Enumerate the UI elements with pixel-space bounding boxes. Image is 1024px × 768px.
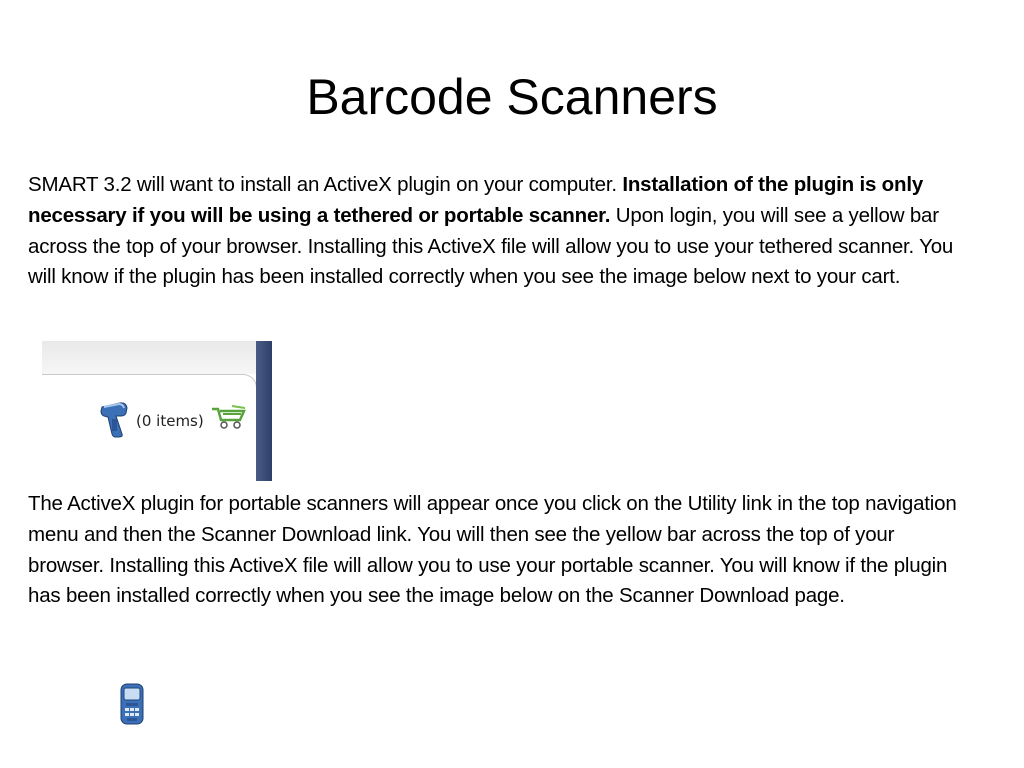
paragraph-tethered: [28, 170, 968, 293]
cart-screenshot-header: [42, 341, 256, 374]
cart-items-count: (0 items): [136, 412, 204, 430]
shopping-cart-icon: [210, 405, 250, 436]
paragraph-tethered-text-a: SMART 3.2 will want to install an ActiveX plugin on your computer.: [28, 173, 623, 196]
cart-screenshot-nav-bar: [256, 341, 272, 481]
paragraph-portable: The ActiveX plugin for portable scanners will appear once you click on the Utility link in the top navigation menu and then the Scanner Download link. You will then see the yellow bar across the top of your browser. Installing this ActiveX file will allow you to use your portable scanner. You will know if the plugin has been installed correctly when you see the image below on the Scanner Download page.: [28, 492, 957, 608]
barcode-scanner-icon: [100, 401, 136, 444]
paragraph-tethered-text-b: Upon login, you will see a yellow bar across the top of your browser. Installing this ActiveX file will allow you to use your tethered scanner. You will know if the plugin has been installed correctly when you see the image below next to your cart.: [28, 203, 954, 289]
portable-scanner-icon: [118, 683, 146, 730]
slide-title: Barcode Scanners: [306, 69, 718, 125]
paragraph-tethered-bold: Installation of the plugin is only necessary if you will be using a tethered or portable scanner.: [28, 173, 924, 227]
cart-screenshot: [42, 341, 272, 481]
